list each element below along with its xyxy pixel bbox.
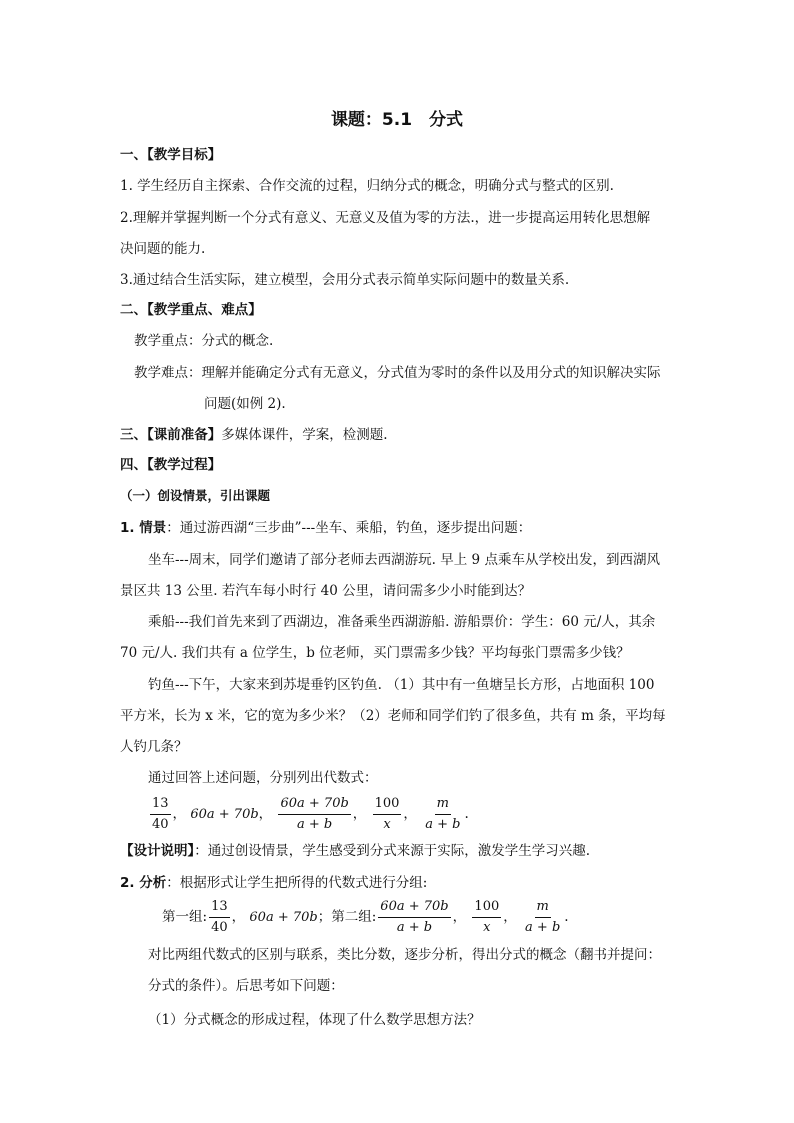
boat-paragraph-1: 乘船---我们首先来到了西湖边，准备乘坐西湖游船. 游船票价：学生：60 元/人，其余 [148, 614, 656, 630]
design-note [120, 842, 590, 860]
section-preparation [120, 426, 388, 444]
section-preparation-heading: 三、【课前准备】 [120, 427, 222, 443]
design-note-text: ：通过创设情景，学生感受到分式来源于实际，激发学生学习兴趣. [194, 843, 591, 859]
design-note-label: 【设计说明】 [120, 843, 195, 859]
expression-60a-70b: 60a + 70b [190, 807, 259, 822]
fish-paragraph-3: 人钓几条？ [120, 739, 188, 755]
group-2-label: ；第二组: [317, 909, 377, 925]
group-2-fraction-m-ab: $\frac{m}{a + b}$ [525, 899, 561, 935]
car-paragraph-2: 景区共 13 公里. 若汽车每小时行 40 公里，请问需多少小时能到达？ [120, 583, 532, 599]
expression-list-1: $\frac{13}{40}$ ， 60a + 70b， $\frac{60a + 70b}{a + b}$ ， $\frac{100}{x}$ ， $\frac{m}{a + b}$ . [152, 796, 469, 832]
group-1-expression: 60a + 70b [249, 910, 318, 925]
analysis-text: ：根据形式让学生把所得的代数式进行分组: [166, 875, 428, 891]
scenario-text: ：通过游西湖“三步曲”---坐车、乘船，钓鱼，逐步提出问题： [166, 520, 532, 536]
difficult-point: 教学难点：理解并能确定分式有无意义，分式值为零时的条件以及用分式的知识解决实际 [134, 365, 661, 381]
preparation-text: 多媒体课件，学案，检测题. [221, 427, 388, 443]
objective-3: 3.通过结合生活实际，建立模型，会用分式表示简单实际问题中的数量关系. [120, 272, 570, 288]
fish-paragraph-1: 钓鱼---下午，大家来到苏堤垂钓区钓鱼. （1）其中有一鱼塘呈长方形，占地面积 100 [148, 677, 655, 693]
group-2-fraction-60a70b-ab: $\frac{60a + 70b}{a + b}$ [380, 899, 449, 935]
fish-paragraph-2: 平方米，长为 x 米，它的宽为多少米？（2）老师和同学们钓了很多鱼，共有 m 条，平均每 [120, 708, 666, 724]
group-1-label: 第一组: [162, 909, 208, 925]
fraction-13-40: $\frac{13}{40}$ [152, 796, 169, 832]
subsection-heading: （一）创设情景，引出课题 [120, 488, 271, 503]
expression-groups: 第一组: $\frac{13}{40}$ ， 60a + 70b；第二组: $\frac{60a + 70b}{a + b}$ ， $\frac{100}{x}$ ， $\frac{m}{a + b}$ . [162, 899, 569, 935]
boat-paragraph-2: 70 元/人. 我们共有 a 位学生，b 位老师，买门票需多少钱？平均每张门票需多少钱？ [120, 645, 630, 661]
car-paragraph-1: 坐车---周末，同学们邀请了部分老师去西湖游玩. 早上 9 点乘车从学校出发，到西湖风 [148, 552, 660, 568]
fraction-100-x: $\frac{100}{x}$ [374, 796, 400, 832]
key-point: 教学重点：分式的概念. [134, 333, 274, 349]
objective-1: 1. 学生经历自主探索、合作交流的过程，归纳分式的概念，明确分式与整式的区别. [120, 178, 614, 194]
compare-paragraph-1: 对比两组代数式的区别与联系，类比分数，逐步分析，得出分式的概念（翻书并提问： [148, 947, 661, 963]
difficult-point-cont: 问题(如例 2). [204, 396, 286, 412]
scenario-label: 1. 情景 [120, 520, 167, 536]
analysis-label: 2. 分析 [120, 875, 167, 891]
page-title: 课题：5.1 分式 [330, 110, 464, 130]
section-objectives-heading: 一、【教学目标】 [120, 147, 222, 163]
fraction-m-ab: $\frac{m}{a + b}$ [425, 796, 461, 832]
objective-2-cont: 决问题的能力. [120, 241, 206, 257]
question-1: （1）分式概念的形成过程，体现了什么数学思想方法？ [148, 1012, 481, 1028]
scenario-line [120, 519, 531, 537]
objective-2: 2.理解并掌握判断一个分式有意义、无意义及值为零的方法.，进一步提高运用转化思想解 [120, 210, 651, 226]
section-process-heading: 四、【教学过程】 [120, 457, 222, 473]
group-2-fraction-100-x: $\frac{100}{x}$ [474, 899, 500, 935]
fraction-60a70b-ab: $\frac{60a + 70b}{a + b}$ [280, 796, 349, 832]
answer-intro: 通过回答上述问题，分别列出代数式： [148, 770, 378, 786]
group-1-fraction-13-40: $\frac{13}{40}$ [211, 899, 228, 935]
section-keypoints-heading: 二、【教学重点、难点】 [120, 302, 262, 318]
analysis-line [120, 874, 427, 892]
compare-paragraph-2: 分式的条件）。后思考如下问题： [148, 978, 344, 994]
